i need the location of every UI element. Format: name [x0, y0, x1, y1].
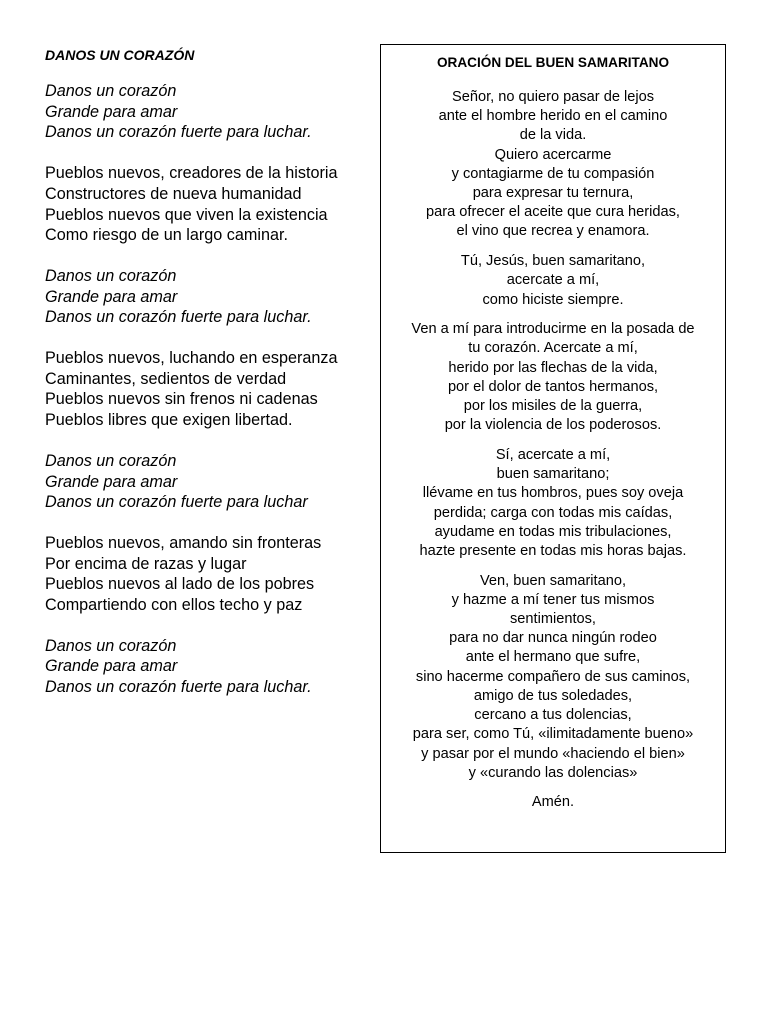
song-line: Grande para amar	[45, 287, 178, 306]
song-line: Danos un corazón	[45, 451, 177, 470]
prayer-line: herido por las flechas de la vida,	[448, 359, 658, 376]
prayer-line: Quiero acercarme	[494, 146, 612, 163]
prayer-line: Ven, buen samaritano,	[479, 572, 627, 589]
song-line: Pueblos nuevos que viven la existencia	[45, 205, 328, 224]
song-line: Pueblos nuevos al lado de los pobres	[45, 575, 315, 594]
song-stanza	[45, 533, 370, 616]
song-stanza	[45, 348, 370, 431]
prayer-line: llévame en tus hombros, pues soy oveja	[422, 485, 684, 502]
prayer-line: ante el hermano que sufre,	[465, 649, 641, 666]
song-line: Pueblos nuevos, creadores de la historia	[45, 164, 338, 183]
prayer-line: para expresar tu ternura,	[472, 185, 634, 202]
song-line: Constructores de nueva humanidad	[45, 184, 302, 203]
prayer-line: para ser, como Tú, «ilimitadamente bueno»	[412, 726, 694, 743]
song-stanza	[45, 451, 370, 513]
prayer-line: sentimientos,	[510, 611, 596, 628]
song-line: Danos un corazón fuerte para luchar.	[45, 123, 312, 142]
prayer-stanza	[381, 88, 725, 242]
prayer-stanza	[381, 320, 725, 435]
song-line: Compartiendo con ellos techo y paz	[45, 596, 303, 615]
song-line: Grande para amar	[45, 657, 178, 676]
song-stanza	[45, 266, 370, 328]
prayer-title: ORACIÓN DEL BUEN SAMARITANO	[436, 55, 670, 70]
song-title: DANOS UN CORAZÓN	[45, 47, 195, 63]
song-column	[45, 46, 370, 718]
prayer-amen: Amén.	[531, 794, 575, 811]
prayer-line: por los misiles de la guerra,	[463, 398, 643, 415]
prayer-line: hazte presente en todas mis horas bajas.	[419, 542, 687, 559]
song-line: Caminantes, sedientos de verdad	[45, 369, 287, 388]
prayer-line: por el dolor de tantos hermanos,	[447, 378, 659, 395]
prayer-stanza	[381, 252, 725, 310]
prayer-line: Señor, no quiero pasar de lejos	[451, 89, 655, 105]
song-line: Grande para amar	[45, 472, 178, 491]
prayer-stanza	[381, 446, 725, 561]
prayer-line: tu corazón. Acercate a mí,	[468, 340, 638, 357]
prayer-line: Ven a mí para introducirme en la posada de	[411, 321, 695, 338]
prayer-stanza	[381, 572, 725, 783]
prayer-line: de la vida.	[519, 127, 587, 144]
song-line: Danos un corazón	[45, 266, 177, 285]
prayer-line: Tú, Jesús, buen samaritano,	[460, 253, 646, 270]
prayer-line: para no dar nunca ningún rodeo	[449, 630, 657, 647]
prayer-box	[380, 44, 726, 853]
prayer-line: y pasar por el mundo «haciendo el bien»	[421, 745, 685, 762]
prayer-line: sino hacerme compañero de sus caminos,	[415, 668, 691, 685]
song-stanza	[45, 163, 370, 246]
prayer-line: el vino que recrea y enamora.	[456, 223, 650, 240]
song-line: Por encima de razas y lugar	[45, 554, 247, 573]
prayer-line: y hazme a mí tener tus mismos	[451, 591, 655, 608]
prayer-stanza	[381, 793, 725, 812]
song-line: Pueblos libres que exigen libertad.	[45, 411, 293, 430]
song-line: Danos un corazón fuerte para luchar.	[45, 308, 312, 327]
song-line: Danos un corazón fuerte para luchar	[45, 493, 308, 512]
song-line: Grande para amar	[45, 102, 178, 121]
prayer-line: perdida; carga con todas mis caídas,	[433, 504, 673, 521]
song-line: Pueblos nuevos sin frenos ni cadenas	[45, 390, 318, 409]
prayer-line: y «curando las dolencias»	[468, 764, 638, 781]
prayer-line: acercate a mí,	[506, 272, 600, 289]
song-line: Pueblos nuevos, luchando en esperanza	[45, 349, 338, 368]
song-line: Danos un corazón	[45, 82, 177, 100]
prayer-line: y contagiarme de tu compasión	[451, 165, 655, 182]
song-stanza	[45, 81, 370, 143]
prayer-line: cercano a tus dolencias,	[474, 707, 632, 724]
prayer-line: Sí, acercate a mí,	[495, 446, 611, 463]
song-line: Danos un corazón	[45, 636, 177, 655]
song-line: Como riesgo de un largo caminar.	[45, 226, 288, 245]
prayer-line: ante el hombre herido en el camino	[438, 108, 668, 125]
song-stanza	[45, 636, 370, 698]
prayer-line: para ofrecer el aceite que cura heridas,	[426, 204, 680, 221]
prayer-line: amigo de tus soledades,	[473, 687, 633, 704]
prayer-line: buen samaritano;	[496, 466, 610, 483]
prayer-line: por la violencia de los poderosos.	[444, 417, 662, 434]
song-line: Pueblos nuevos, amando sin fronteras	[45, 533, 322, 552]
song-line: Danos un corazón fuerte para luchar.	[45, 678, 312, 697]
prayer-line: ayudame en todas mis tribulaciones,	[434, 523, 672, 540]
prayer-line: como hiciste siempre.	[482, 291, 624, 308]
